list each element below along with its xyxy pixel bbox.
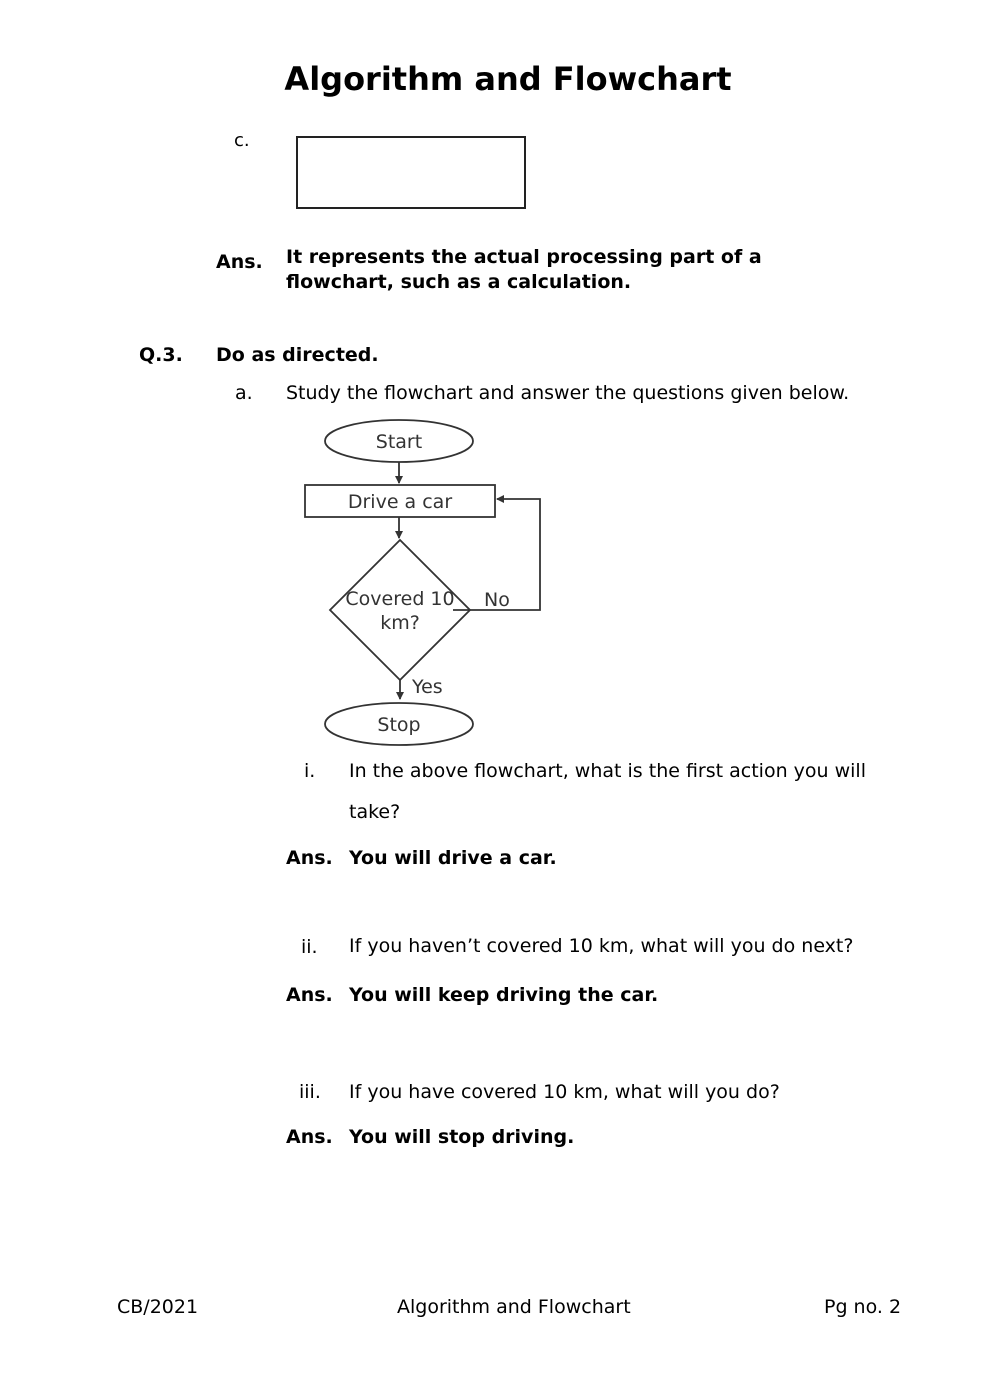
q-iii-ans-label: Ans. [286,1126,333,1148]
no-label: No [484,589,510,611]
process-label: Drive a car [347,491,453,513]
q-ii-answer: You will keep driving the car. [349,984,659,1006]
q3-number: Q.3. [139,344,183,366]
start-label: Start [375,431,423,453]
flowchart-diagram [296,414,556,754]
q-iii-number: iii. [299,1081,321,1103]
q-i-ans-label: Ans. [286,847,333,869]
q-i-answer: You will drive a car. [349,847,557,869]
footer-left: CB/2021 [117,1296,199,1318]
footer-page-number: Pg no. 2 [824,1296,902,1318]
q-ii-line1: If you haven’t covered 10 km, what will you do next? [349,935,854,957]
footer-center: Algorithm and Flowchart [397,1296,631,1318]
item-c-ans-label: Ans. [216,251,263,273]
q-i-line2: take? [349,801,401,823]
decision-diamond [330,540,470,680]
q-ii-ans-label: Ans. [286,984,333,1006]
q-i-number: i. [304,760,316,782]
decision-label-line1: Covered 10 [345,588,455,610]
q-iii-line1: If you have covered 10 km, what will you do? [349,1081,780,1103]
q3-heading: Do as directed. [216,344,379,366]
process-symbol-box [296,136,526,209]
q-ii-number: ii. [301,936,318,958]
item-c-answer: It represents the actual processing part of a flowchart, such as a calculation. [286,246,762,293]
yes-label: Yes [412,676,443,698]
item-c-label: c. [234,130,250,151]
q-iii-answer: You will stop driving. [349,1126,575,1148]
q-i-line1: In the above flowchart, what is the first action you will [349,760,866,782]
decision-label-line2: km? [380,612,420,634]
q3a-text: Study the flowchart and answer the questions given below. [286,382,850,404]
stop-label: Stop [377,714,421,736]
q3a-label: a. [235,382,253,404]
page-title: Algorithm and Flowchart [284,60,732,98]
